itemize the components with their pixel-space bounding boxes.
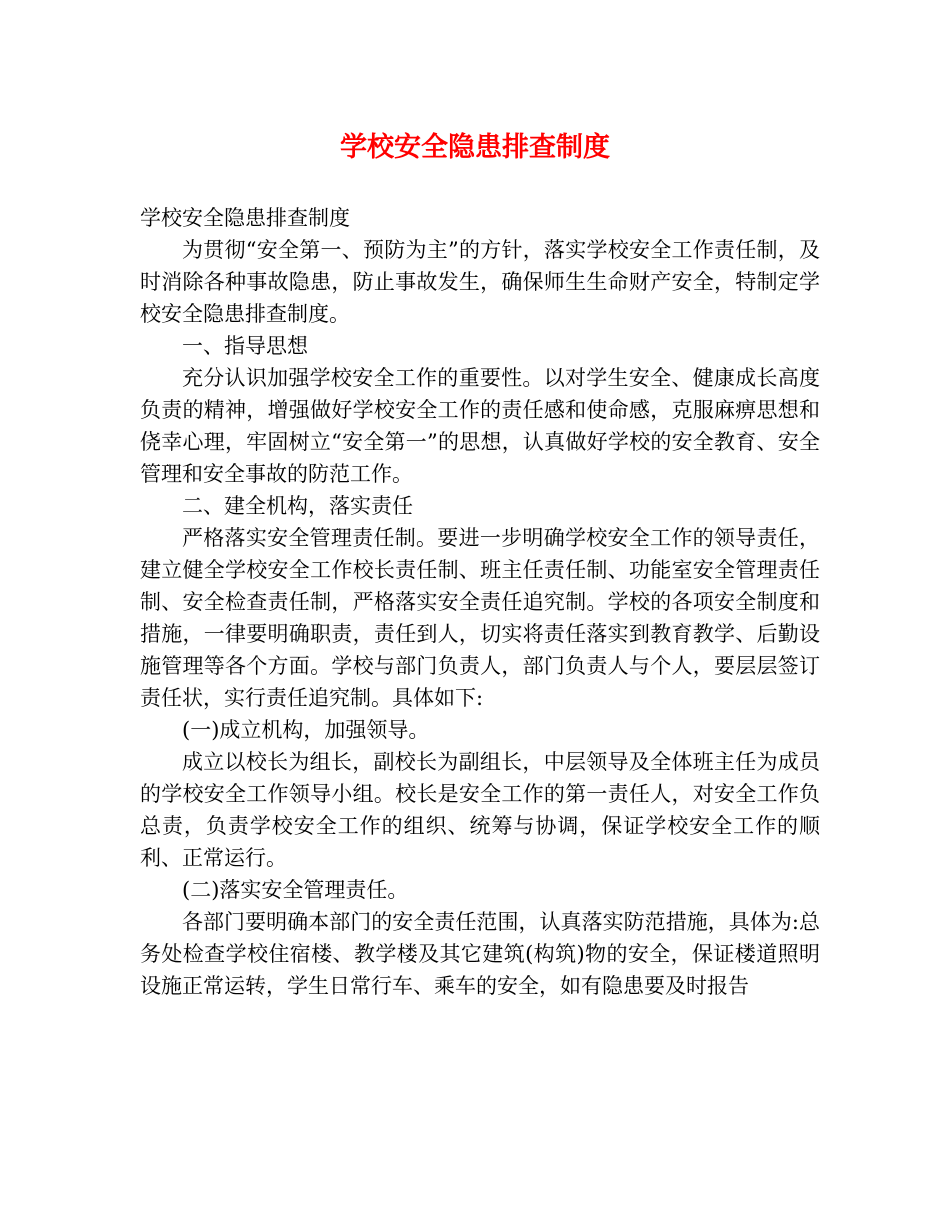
leadership-group-paragraph: 成立以校长为组长，副校长为副组长，中层领导及全体班主任为成员的学校安全工作领导小组。校长是安全工作的第一责任人，对安全工作负总责，负责学校安全工作的组织、统筹与协调，保证学校安全工作的顺利、正常运行。 — [140, 750, 820, 870]
document-body — [140, 202, 820, 1002]
section-heading-guiding-thought: 一、指导思想 — [182, 334, 308, 358]
body-subtitle: 学校安全隐患排查制度 — [140, 206, 350, 230]
guiding-thought-paragraph: 充分认识加强学校安全工作的重要性。以对学生安全、健康成长高度负责的精神，增强做好学校安全工作的责任感和使命感，克服麻痹思想和侥幸心理，牢固树立“安全第一”的思想，认真做好学校的安全教育、安全管理和安全事故的防范工作。 — [140, 366, 820, 486]
intro-paragraph: 为贯彻“安全第一、预防为主”的方针，落实学校安全工作责任制，及时消除各种事故隐患，防止事故发生，确保师生生命财产安全，特制定学校安全隐患排查制度。 — [140, 238, 820, 326]
document-title: 学校安全隐患排查制度 — [340, 132, 610, 163]
subsection-heading-establish-organization: (一)成立机构，加强领导。 — [182, 718, 430, 742]
department-responsibility-paragraph: 各部门要明确本部门的安全责任范围，认真落实防范措施，具体为:总务处检查学校住宿楼、教学楼及其它建筑(构筑)物的安全，保证楼道照明设施正常运转，学生日常行车、乘车的安全，如有隐患要及时报告 — [140, 910, 820, 998]
section-heading-organization: 二、建全机构，落实责任 — [182, 494, 413, 518]
subsection-heading-management-responsibility: (二)落实安全管理责任。 — [182, 878, 409, 902]
responsibility-system-paragraph: 严格落实安全管理责任制。要进一步明确学校安全工作的领导责任，建立健全学校安全工作校长责任制、班主任责任制、功能室安全管理责任制、安全检查责任制，严格落实安全责任追究制。学校的各项安全制度和措施，一律要明确职责，责任到人，切实将责任落实到教育教学、后勤设施管理等各个方面。学校与部门负责人，部门负责人与个人，要层层签订责任状，实行责任追究制。具体如下: — [140, 526, 820, 710]
